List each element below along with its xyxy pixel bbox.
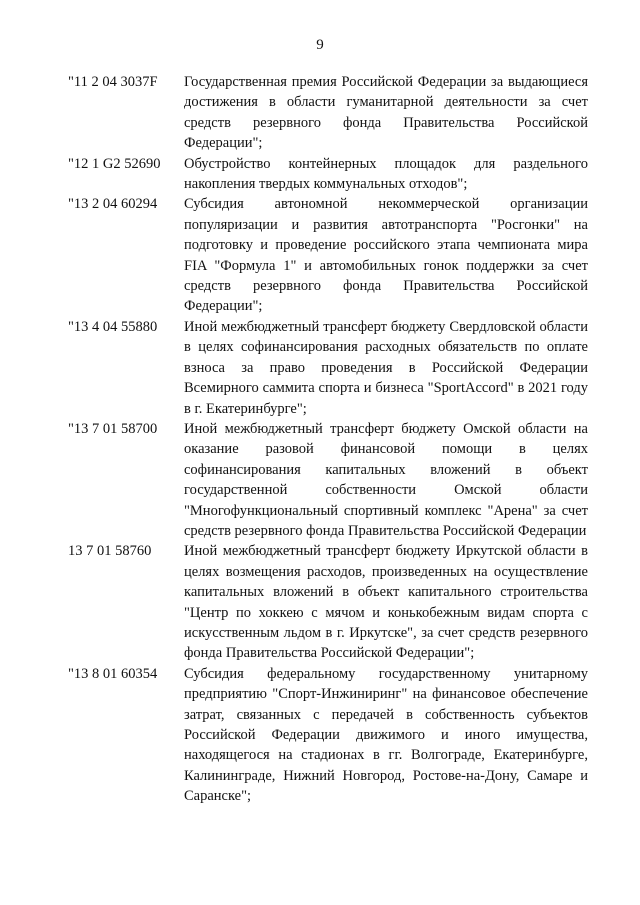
budget-code-list [68,72,588,807]
code-description: Иной межбюджетный трансферт бюджету Свердловской области в целях софинансирования расходных обязательств по оплате взноса за право проведения в Российской Федерации Всемирного саммита спорта и бизнеса "SportAccord" в 2021 году в г. Екатеринбурге"; [184,318,588,417]
budget-code: "13 2 04 60294 [68,196,158,213]
budget-code: 13 7 01 58760 [68,543,152,560]
budget-code: "12 1 G2 52690 [68,155,161,172]
list-item [68,419,588,541]
code-description: Субсидия федеральному государственному унитарному предприятию "Спорт-Инжиниринг" на финансовое обеспечение затрат, связанных с передачей в собственность субъектов Российской Федерации движимого и иного имущества, находящегося на стадионах в гг. Волгограде, Екатеринбурге, Калининграде, Нижний Новгород, Ростове-на-Дону, Самаре и Саранске"; [184,665,588,805]
code-description: Иной межбюджетный трансферт бюджету Иркутской области в целях возмещения расходов, произведенных на осуществление капитальных вложений в объект капитального строительства "Центр по хоккею с мячом и конькобежным видам спорта с искусственным льдом в г. Иркутске", за счет средств резервного фонда Правительства Российской Федерации"; [184,543,588,662]
list-item [68,194,588,316]
list-item [68,72,588,154]
code-description: Иной межбюджетный трансферт бюджету Омской области на оказание разовой финансовой помощи в целях софинансирования капитальных вложений в объект государственной собственности Омской области "Многофункциональный спортивный комплекс "Арена" за счет средств резервного фонда Правительства Российской Федерации [184,420,588,539]
budget-code: "13 7 01 58700 [68,420,158,437]
list-item [68,664,588,807]
budget-code: "13 8 01 60354 [68,665,158,682]
list-item [68,154,588,195]
code-description: Государственная премия Российской Федерации за выдающиеся достижения в области гуманитарной деятельности за счет средств резервного фонда Правительства Российской Федерации"; [184,74,588,152]
budget-code: "11 2 04 3037F [68,74,158,90]
budget-code: "13 4 04 55880 [68,318,158,335]
code-description: Обустройство контейнерных площадок для раздельного накопления твердых коммунальных отходов"; [184,155,588,193]
page-number: 9 [316,37,324,53]
code-description: Субсидия автономной некоммерческой организации популяризации и развития автотранспорта "Росгонки" на подготовку и проведение российского этапа чемпионата мира FIA "Формула 1" и автомобильных гонок поддержки за счет средств резервного фонда Правительства Российской Федерации"; [184,196,588,315]
list-item [68,317,588,419]
list-item [68,541,588,663]
